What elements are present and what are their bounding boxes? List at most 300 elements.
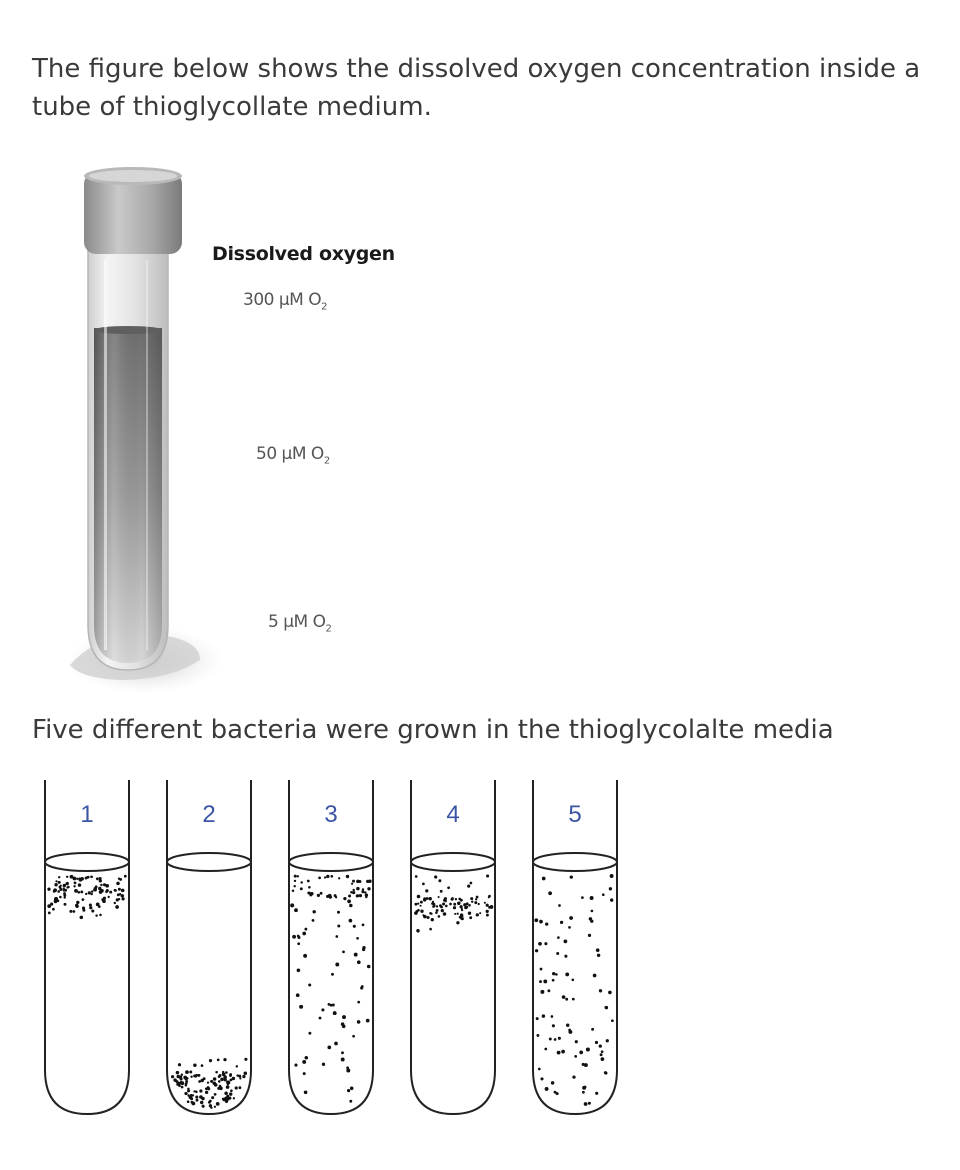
bacteria-dot-tube-5 bbox=[544, 1048, 547, 1051]
bacteria-tubes-diagram bbox=[30, 770, 650, 1130]
bacteria-dot-tube-3 bbox=[330, 875, 333, 878]
medium-surface bbox=[289, 853, 373, 871]
bacteria-dot-tube-3 bbox=[351, 883, 353, 885]
bacteria-dot-tube-2 bbox=[190, 1094, 193, 1097]
bacteria-dot-tube-1 bbox=[73, 885, 75, 887]
medium-surface bbox=[411, 853, 495, 871]
culture-tube-1 bbox=[45, 780, 129, 1114]
bacteria-dot-tube-2 bbox=[184, 1092, 187, 1095]
bacteria-dot-tube-5 bbox=[593, 974, 597, 978]
bacteria-dot-tube-2 bbox=[224, 1091, 228, 1095]
bacteria-dot-tube-2 bbox=[223, 1058, 226, 1061]
bacteria-dot-tube-3 bbox=[347, 900, 351, 904]
bacteria-dot-tube-4 bbox=[433, 905, 436, 908]
culture-tube-3 bbox=[289, 780, 373, 1114]
oxygen-level-300: 300 μM $O_2$ bbox=[243, 290, 327, 313]
bacteria-dot-tube-3 bbox=[304, 928, 307, 931]
bacteria-dot-tube-5 bbox=[591, 910, 594, 913]
bacteria-dot-tube-2 bbox=[210, 1080, 213, 1083]
bacteria-dot-tube-4 bbox=[478, 903, 480, 905]
bacteria-dot-tube-4 bbox=[468, 904, 471, 907]
tube-outline bbox=[289, 780, 373, 1114]
bacteria-dot-tube-4 bbox=[423, 915, 427, 919]
bacteria-dot-tube-2 bbox=[189, 1071, 192, 1074]
bacteria-dot-tube-2 bbox=[220, 1078, 223, 1081]
bacteria-dot-tube-1 bbox=[76, 878, 78, 880]
bacteria-dot-tube-2 bbox=[242, 1075, 245, 1078]
bacteria-dot-tube-1 bbox=[91, 890, 93, 892]
bacteria-dot-tube-1 bbox=[121, 897, 124, 900]
bacteria-dot-tube-3 bbox=[326, 875, 329, 878]
bacteria-dot-tube-3 bbox=[335, 963, 339, 967]
bacteria-dot-tube-3 bbox=[356, 894, 359, 897]
bacteria-dot-tube-4 bbox=[460, 913, 463, 916]
bacteria-dot-tube-5 bbox=[599, 989, 602, 992]
bacteria-dot-tube-3 bbox=[317, 894, 320, 897]
bacteria-dot-tube-5 bbox=[586, 1048, 590, 1052]
bacteria-dot-tube-5 bbox=[552, 1024, 555, 1027]
bacteria-dot-tube-2 bbox=[230, 1079, 233, 1082]
bacteria-dot-tube-4 bbox=[422, 883, 425, 886]
bacteria-dot-tube-5 bbox=[540, 1077, 543, 1080]
bacteria-dot-tube-3 bbox=[356, 937, 359, 940]
bacteria-dot-tube-5 bbox=[548, 891, 552, 895]
bacteria-dot-tube-4 bbox=[444, 897, 447, 900]
bacteria-dot-tube-2 bbox=[187, 1100, 190, 1103]
tube-label-5: 5 bbox=[568, 801, 582, 828]
bacteria-dot-tube-5 bbox=[564, 940, 568, 944]
bacteria-dot-tube-5 bbox=[588, 1102, 591, 1105]
bacteria-dot-tube-3 bbox=[349, 904, 353, 908]
bacteria-dot-tube-1 bbox=[78, 883, 81, 886]
tube-outline bbox=[533, 780, 617, 1114]
bacteria-dot-tube-4 bbox=[454, 913, 456, 915]
bacteria-dot-tube-5 bbox=[561, 1050, 565, 1054]
bacteria-dot-tube-1 bbox=[102, 899, 106, 903]
bacteria-dot-tube-2 bbox=[207, 1081, 209, 1083]
bacteria-dot-tube-4 bbox=[414, 903, 417, 906]
bacteria-dot-tube-1 bbox=[91, 909, 94, 912]
bacteria-dot-tube-2 bbox=[197, 1074, 200, 1077]
bacteria-dot-tube-1 bbox=[54, 897, 58, 901]
bacteria-dot-tube-5 bbox=[556, 1092, 559, 1095]
bacteria-dot-tube-5 bbox=[554, 1038, 557, 1041]
bacteria-dot-tube-5 bbox=[547, 989, 550, 992]
bacteria-dot-tube-3 bbox=[297, 935, 300, 938]
bacteria-dot-tube-1 bbox=[63, 884, 66, 887]
bacteria-dot-tube-2 bbox=[244, 1058, 247, 1061]
bacteria-dot-tube-3 bbox=[312, 919, 315, 922]
bacteria-dot-tube-3 bbox=[364, 891, 366, 893]
bacteria-dot-tube-4 bbox=[471, 901, 473, 903]
bacteria-dot-tube-4 bbox=[490, 906, 493, 909]
bacteria-dot-tube-2 bbox=[199, 1089, 202, 1092]
bacteria-dot-tube-5 bbox=[568, 926, 571, 929]
bacteria-dot-tube-5 bbox=[558, 1037, 561, 1040]
bacteria-dot-tube-5 bbox=[608, 991, 612, 995]
culture-tube-4 bbox=[411, 780, 495, 1114]
bacteria-dot-tube-4 bbox=[486, 914, 489, 917]
bacteria-dot-tube-3 bbox=[341, 1051, 344, 1054]
bacteria-dot-tube-5 bbox=[551, 1015, 554, 1018]
bacteria-dot-tube-3 bbox=[294, 880, 296, 882]
bacteria-dot-tube-3 bbox=[352, 1035, 355, 1038]
bacteria-dot-tube-3 bbox=[308, 886, 311, 889]
bacteria-dot-tube-5 bbox=[591, 1028, 594, 1031]
bacteria-dot-tube-4 bbox=[442, 903, 445, 906]
bacteria-dot-tube-4 bbox=[423, 898, 426, 901]
bacteria-dot-tube-2 bbox=[218, 1075, 221, 1078]
bacteria-dot-tube-5 bbox=[570, 875, 573, 878]
bacteria-dot-tube-1 bbox=[114, 902, 116, 904]
bacteria-dot-tube-2 bbox=[176, 1071, 179, 1074]
bacteria-dot-tube-5 bbox=[534, 918, 538, 922]
bacteria-dot-tube-2 bbox=[199, 1095, 203, 1099]
bacteria-dot-tube-5 bbox=[552, 972, 555, 975]
bacteria-dot-tube-3 bbox=[360, 986, 363, 989]
bacteria-dot-tube-4 bbox=[449, 903, 452, 906]
bacteria-dot-tube-5 bbox=[536, 1034, 539, 1037]
bacteria-dot-tube-5 bbox=[542, 877, 546, 881]
bacteria-dot-tube-3 bbox=[337, 911, 340, 914]
bacteria-dot-tube-2 bbox=[185, 1080, 188, 1083]
bacteria-dot-tube-1 bbox=[74, 881, 77, 884]
bacteria-dot-tube-3 bbox=[353, 925, 356, 928]
bacteria-dot-tube-4 bbox=[474, 901, 477, 904]
bacteria-dot-tube-1 bbox=[59, 886, 62, 889]
bacteria-dot-tube-3 bbox=[341, 1058, 345, 1062]
bacteria-dot-tube-2 bbox=[219, 1086, 223, 1090]
bacteria-dot-tube-1 bbox=[115, 905, 119, 909]
bacteria-dot-tube-2 bbox=[218, 1080, 221, 1083]
bacteria-dot-tube-3 bbox=[337, 925, 340, 928]
bacteria-dot-tube-2 bbox=[187, 1094, 189, 1096]
bacteria-dot-tube-1 bbox=[52, 908, 55, 911]
tube-outline bbox=[45, 780, 129, 1114]
bacteria-dot-tube-4 bbox=[479, 912, 481, 914]
bacteria-dot-tube-4 bbox=[425, 889, 428, 892]
bacteria-dot-tube-3 bbox=[352, 889, 354, 891]
bacteria-dot-tube-2 bbox=[201, 1064, 204, 1067]
bacteria-dot-tube-3 bbox=[293, 885, 295, 887]
bacteria-dot-tube-2 bbox=[236, 1065, 238, 1067]
bacteria-dot-tube-2 bbox=[239, 1077, 241, 1079]
bacteria-dot-tube-1 bbox=[77, 891, 80, 894]
bacteria-dot-tube-1 bbox=[114, 889, 116, 891]
bacteria-dot-tube-3 bbox=[330, 1004, 333, 1007]
bacteria-dot-tube-3 bbox=[290, 903, 294, 907]
bacteria-dot-tube-2 bbox=[222, 1098, 226, 1102]
bacteria-dot-tube-1 bbox=[80, 877, 84, 881]
bacteria-dot-tube-3 bbox=[304, 1090, 308, 1094]
bacteria-dot-tube-3 bbox=[310, 892, 313, 895]
bacteria-dot-tube-1 bbox=[89, 903, 92, 906]
bacteria-dot-tube-4 bbox=[429, 928, 432, 931]
bacteria-dot-tube-5 bbox=[565, 972, 569, 976]
bacteria-dot-tube-2 bbox=[205, 1091, 208, 1094]
bacteria-dot-tube-1 bbox=[80, 890, 83, 893]
bacteria-dot-tube-1 bbox=[48, 911, 51, 914]
bacteria-dot-tube-1 bbox=[100, 884, 102, 886]
bacteria-dot-tube-4 bbox=[460, 899, 463, 902]
bacteria-dot-tube-1 bbox=[124, 875, 127, 878]
bacteria-dot-tube-1 bbox=[47, 904, 51, 908]
bacteria-dot-tube-2 bbox=[214, 1093, 217, 1096]
bacteria-dot-tube-1 bbox=[95, 914, 97, 916]
bacteria-dot-tube-2 bbox=[226, 1085, 230, 1089]
bacteria-dot-tube-1 bbox=[89, 906, 92, 909]
bacteria-dot-tube-4 bbox=[440, 905, 443, 908]
bacteria-dot-tube-2 bbox=[203, 1077, 206, 1080]
bacteria-dot-tube-5 bbox=[582, 1086, 586, 1090]
bacteria-dot-tube-3 bbox=[333, 1011, 337, 1015]
bacteria-dot-tube-4 bbox=[441, 909, 444, 912]
bacteria-dot-tube-3 bbox=[342, 951, 345, 954]
bacteria-dot-tube-4 bbox=[486, 904, 489, 907]
bacteria-dot-tube-5 bbox=[595, 1041, 598, 1044]
bacteria-dot-tube-5 bbox=[544, 942, 547, 945]
bacteria-dot-tube-5 bbox=[581, 896, 584, 899]
bacteria-dot-tube-2 bbox=[190, 1076, 192, 1078]
bacteria-dot-tube-1 bbox=[103, 883, 106, 886]
bacteria-dot-tube-1 bbox=[63, 887, 65, 889]
bacteria-dot-tube-3 bbox=[356, 880, 360, 884]
bacteria-dot-tube-4 bbox=[461, 909, 463, 911]
tube-outline bbox=[411, 780, 495, 1114]
bacteria-dot-tube-5 bbox=[610, 874, 614, 878]
bacteria-dot-tube-4 bbox=[468, 912, 471, 915]
bacteria-dot-tube-5 bbox=[540, 990, 544, 994]
dissolved-oxygen-title: Dissolved oxygen bbox=[212, 243, 395, 265]
bacteria-dot-tube-4 bbox=[459, 905, 462, 908]
bacteria-dot-tube-1 bbox=[57, 890, 60, 893]
bacteria-dot-tube-4 bbox=[429, 912, 432, 915]
medium-surface bbox=[533, 853, 617, 871]
bacteria-dot-tube-1 bbox=[107, 896, 109, 898]
bacteria-dot-tube-3 bbox=[349, 1100, 352, 1103]
bacteria-dot-tube-4 bbox=[416, 929, 420, 933]
bacteria-dot-tube-3 bbox=[307, 880, 310, 883]
bacteria-dot-tube-3 bbox=[327, 1046, 331, 1050]
bacteria-dot-tube-2 bbox=[196, 1099, 199, 1102]
bacteria-dot-tube-3 bbox=[320, 892, 323, 895]
bacteria-dot-tube-3 bbox=[299, 1005, 303, 1009]
bacteria-dot-tube-4 bbox=[417, 895, 421, 899]
bacteria-dot-tube-4 bbox=[428, 897, 431, 900]
bacteria-dot-tube-3 bbox=[342, 1015, 346, 1019]
bacteria-dot-tube-4 bbox=[438, 915, 441, 918]
bacteria-dot-tube-2 bbox=[217, 1059, 220, 1062]
bacteria-dot-tube-5 bbox=[599, 1044, 602, 1047]
bacteria-dot-tube-4 bbox=[470, 882, 473, 885]
bacteria-dot-tube-3 bbox=[303, 1072, 306, 1075]
bacteria-dot-tube-5 bbox=[562, 995, 566, 999]
bacteria-dot-tube-4 bbox=[445, 905, 448, 908]
bacteria-dot-tube-5 bbox=[604, 1071, 607, 1074]
bacteria-dot-tube-5 bbox=[569, 916, 573, 920]
bacteria-dot-tube-4 bbox=[434, 875, 437, 878]
bacteria-dot-tube-3 bbox=[346, 1069, 350, 1073]
bacteria-dot-tube-4 bbox=[440, 890, 443, 893]
tube-label-2: 2 bbox=[202, 801, 216, 828]
bacteria-dot-tube-4 bbox=[470, 897, 473, 900]
bacteria-dot-tube-2 bbox=[200, 1101, 203, 1104]
bacteria-dot-tube-1 bbox=[85, 893, 87, 895]
bacteria-dot-tube-1 bbox=[70, 875, 74, 879]
medium-surface bbox=[45, 853, 129, 871]
bacteria-dot-tube-1 bbox=[69, 910, 72, 913]
bacteria-dot-tube-3 bbox=[308, 983, 311, 986]
bacteria-dot-tube-4 bbox=[469, 916, 472, 919]
bacteria-dot-tube-3 bbox=[350, 891, 353, 894]
bacteria-dot-tube-2 bbox=[238, 1086, 241, 1089]
bacteria-dot-tube-3 bbox=[346, 875, 349, 878]
bacteria-dot-tube-5 bbox=[605, 1006, 608, 1009]
bacteria-dot-tube-5 bbox=[542, 1014, 545, 1017]
bacteria-dot-tube-3 bbox=[343, 897, 346, 900]
tube-label-1: 1 bbox=[80, 801, 94, 828]
bacteria-dot-tube-3 bbox=[365, 896, 367, 898]
bacteria-dot-tube-5 bbox=[558, 904, 561, 907]
bacteria-dot-tube-3 bbox=[297, 969, 301, 973]
bacteria-dot-tube-2 bbox=[235, 1086, 238, 1089]
bacteria-dot-tube-3 bbox=[294, 908, 298, 912]
bacteria-dot-tube-3 bbox=[294, 875, 297, 878]
bacteria-dot-tube-1 bbox=[74, 889, 78, 893]
bacteria-dot-tube-1 bbox=[121, 889, 125, 893]
bacteria-dot-tube-4 bbox=[431, 918, 434, 921]
bacteria-dot-tube-1 bbox=[76, 901, 79, 904]
culture-tube-5 bbox=[533, 780, 617, 1114]
bacteria-dot-tube-3 bbox=[302, 932, 306, 936]
bacteria-dot-tube-4 bbox=[457, 902, 461, 906]
bacteria-dot-tube-3 bbox=[357, 1020, 361, 1024]
bacteria-dot-tube-4 bbox=[484, 902, 486, 904]
bacteria-dot-tube-2 bbox=[216, 1102, 220, 1106]
bacteria-dot-tube-1 bbox=[82, 898, 85, 901]
bacteria-dot-tube-5 bbox=[574, 1055, 577, 1058]
bacteria-dot-tube-2 bbox=[211, 1096, 214, 1099]
tube-label-3: 3 bbox=[324, 801, 338, 828]
bacteria-dot-tube-1 bbox=[118, 898, 120, 900]
bacteria-dot-tube-3 bbox=[305, 1056, 309, 1060]
bacteria-dot-tube-5 bbox=[538, 942, 542, 946]
bacteria-dot-tube-1 bbox=[119, 878, 122, 881]
bacteria-dot-tube-2 bbox=[229, 1074, 232, 1077]
bacteria-dot-tube-3 bbox=[300, 881, 302, 883]
bacteria-dot-tube-4 bbox=[461, 917, 464, 920]
bacteria-dot-tube-3 bbox=[318, 877, 321, 880]
bacteria-dot-tube-3 bbox=[366, 1019, 370, 1023]
bacteria-dot-tube-2 bbox=[195, 1095, 198, 1098]
bacteria-dot-tube-4 bbox=[486, 874, 489, 877]
bacteria-dot-tube-1 bbox=[96, 903, 100, 907]
bacteria-dot-tube-2 bbox=[198, 1080, 201, 1083]
caption-text: Five different bacteria were grown in the thioglycolalte media bbox=[32, 715, 834, 745]
bacteria-dot-tube-5 bbox=[539, 980, 542, 983]
bacteria-dot-tube-5 bbox=[552, 979, 555, 982]
bacteria-dot-tube-5 bbox=[538, 1068, 541, 1071]
bacteria-dot-tube-1 bbox=[53, 890, 56, 893]
bacteria-dot-tube-1 bbox=[59, 896, 62, 899]
bacteria-dot-tube-2 bbox=[215, 1071, 218, 1074]
bacteria-dot-tube-4 bbox=[451, 898, 454, 901]
bacteria-dot-tube-1 bbox=[87, 876, 90, 879]
bacteria-dot-tube-2 bbox=[236, 1074, 238, 1076]
bacteria-dot-tube-3 bbox=[307, 891, 310, 894]
bacteria-dot-tube-2 bbox=[177, 1082, 180, 1085]
bacteria-dot-tube-2 bbox=[208, 1101, 211, 1104]
bacteria-dot-tube-1 bbox=[66, 882, 69, 885]
bacteria-dot-tube-2 bbox=[173, 1078, 176, 1081]
bacteria-dot-tube-5 bbox=[572, 998, 575, 1001]
bacteria-dot-tube-3 bbox=[294, 1064, 297, 1067]
bacteria-dot-tube-1 bbox=[95, 885, 98, 888]
bacteria-dot-tube-5 bbox=[572, 1075, 575, 1078]
bacteria-dot-tube-2 bbox=[185, 1070, 189, 1074]
bacteria-dot-tube-2 bbox=[202, 1105, 205, 1108]
bacteria-dot-tube-3 bbox=[308, 1032, 311, 1035]
bacteria-dot-tube-4 bbox=[475, 898, 477, 900]
bacteria-dot-tube-2 bbox=[187, 1088, 189, 1090]
bacteria-dot-tube-2 bbox=[180, 1078, 183, 1081]
bacteria-dot-tube-3 bbox=[334, 1042, 338, 1046]
bacteria-dot-tube-3 bbox=[347, 1089, 350, 1092]
bacteria-dot-tube-3 bbox=[362, 948, 365, 951]
bacteria-dot-tube-1 bbox=[54, 883, 57, 886]
bacteria-dot-tube-3 bbox=[312, 910, 315, 913]
bacteria-dot-tube-1 bbox=[105, 890, 108, 893]
bacteria-dot-tube-3 bbox=[361, 890, 364, 893]
tube-label-4: 4 bbox=[446, 801, 460, 828]
bacteria-dot-tube-2 bbox=[229, 1092, 232, 1095]
bacteria-dot-tube-3 bbox=[297, 942, 300, 945]
bacteria-dot-tube-2 bbox=[244, 1072, 248, 1076]
bacteria-dot-tube-2 bbox=[190, 1097, 193, 1100]
bacteria-dot-tube-3 bbox=[331, 973, 334, 976]
bacteria-dot-tube-5 bbox=[601, 1050, 604, 1053]
bacteria-dot-tube-3 bbox=[338, 877, 340, 879]
culture-tube-2 bbox=[167, 780, 251, 1114]
bacteria-dot-tube-5 bbox=[556, 952, 559, 955]
bacteria-dot-tube-3 bbox=[348, 895, 351, 898]
bacteria-dot-tube-5 bbox=[610, 898, 613, 901]
bacteria-dot-tube-4 bbox=[420, 905, 422, 907]
bacteria-dot-tube-2 bbox=[181, 1086, 184, 1089]
bacteria-dot-tube-4 bbox=[453, 906, 456, 909]
bacteria-dot-tube-5 bbox=[582, 1091, 585, 1094]
bacteria-dot-tube-4 bbox=[420, 910, 423, 913]
bacteria-dot-tube-5 bbox=[575, 1040, 578, 1043]
bacteria-dot-tube-4 bbox=[417, 902, 419, 904]
bacteria-dot-tube-3 bbox=[335, 935, 338, 938]
bacteria-dot-tube-2 bbox=[222, 1072, 226, 1076]
bacteria-dot-tube-5 bbox=[568, 1029, 571, 1032]
bacteria-dot-tube-1 bbox=[99, 879, 102, 882]
bacteria-dot-tube-1 bbox=[82, 907, 85, 910]
bacteria-dot-tube-2 bbox=[213, 1077, 217, 1081]
bacteria-dot-tube-2 bbox=[195, 1091, 198, 1094]
bacteria-dot-tube-5 bbox=[611, 1019, 614, 1022]
thioglycollate-tube-illustration bbox=[60, 160, 220, 700]
bacteria-dot-tube-4 bbox=[476, 896, 479, 899]
bacteria-dot-tube-3 bbox=[341, 1022, 345, 1026]
bacteria-dot-tube-2 bbox=[171, 1075, 174, 1078]
bacteria-dot-tube-3 bbox=[367, 965, 371, 969]
bacteria-dot-tube-3 bbox=[335, 896, 337, 898]
bacteria-dot-tube-1 bbox=[58, 876, 60, 878]
bacteria-dot-tube-5 bbox=[597, 954, 600, 957]
